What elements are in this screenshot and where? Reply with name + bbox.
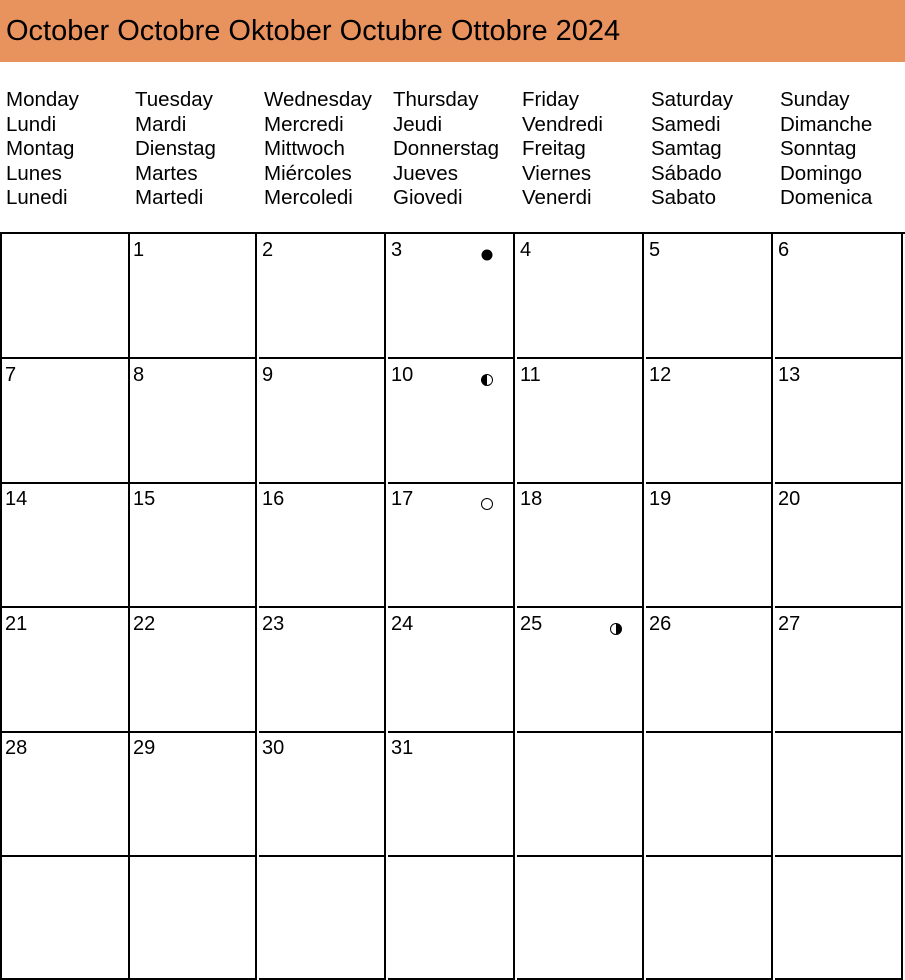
day-cell bbox=[646, 359, 773, 484]
day-cell bbox=[388, 857, 515, 980]
day-cell bbox=[517, 732, 644, 857]
day-cell bbox=[2, 732, 130, 857]
weekday-name: Viernes bbox=[522, 161, 592, 185]
full-moon-icon bbox=[481, 497, 493, 509]
day-cell bbox=[517, 234, 644, 359]
weekday-header bbox=[651, 88, 780, 211]
weekday-name: Freitag bbox=[522, 137, 586, 161]
day-cell bbox=[130, 857, 257, 980]
day-number: 20 bbox=[778, 488, 801, 510]
day-cell bbox=[388, 608, 515, 733]
weekday-name: Lundi bbox=[6, 112, 57, 136]
day-number: 29 bbox=[133, 737, 156, 759]
weekday-name: Mercredi bbox=[264, 112, 344, 136]
last-quarter-moon-icon bbox=[610, 622, 622, 634]
day-number: 6 bbox=[778, 239, 790, 261]
day-number: 2 bbox=[262, 239, 274, 261]
day-cell bbox=[775, 732, 903, 857]
weekday-name: Monday bbox=[6, 88, 79, 111]
day-cell bbox=[775, 359, 903, 484]
weekday-name: Mardi bbox=[135, 112, 187, 136]
weekday-name: Vendredi bbox=[522, 112, 603, 136]
day-number: 8 bbox=[133, 364, 145, 386]
day-number: 14 bbox=[5, 488, 28, 510]
day-cell bbox=[517, 359, 644, 484]
day-cell bbox=[130, 234, 257, 359]
day-cell bbox=[130, 608, 257, 733]
day-number: 23 bbox=[262, 613, 285, 635]
weekday-name: Thursday bbox=[393, 88, 479, 111]
weekday-header bbox=[522, 88, 651, 211]
day-cell bbox=[775, 483, 903, 608]
weekday-header bbox=[135, 88, 264, 211]
day-cell bbox=[2, 234, 130, 359]
day-cell bbox=[259, 234, 386, 359]
day-number: 18 bbox=[520, 488, 543, 510]
day-number: 7 bbox=[5, 364, 17, 386]
weekday-name: Wednesday bbox=[264, 88, 372, 111]
weekday-name: Sábado bbox=[651, 161, 722, 185]
day-number: 1 bbox=[133, 239, 145, 261]
day-number: 21 bbox=[5, 613, 28, 635]
weekday-name: Sunday bbox=[780, 88, 850, 111]
day-cell bbox=[2, 857, 130, 980]
day-number: 28 bbox=[5, 737, 28, 759]
weekday-header bbox=[6, 88, 135, 211]
day-cell bbox=[646, 857, 773, 980]
weekday-name: Martedi bbox=[135, 186, 204, 210]
day-cell bbox=[646, 483, 773, 608]
weekday-name: Giovedi bbox=[393, 186, 463, 210]
weekday-name: Lunes bbox=[6, 161, 62, 185]
day-cell bbox=[2, 608, 130, 733]
day-number: 19 bbox=[649, 488, 672, 510]
calendar-grid bbox=[0, 232, 905, 980]
day-number: 16 bbox=[262, 488, 285, 510]
weekday-name: Montag bbox=[6, 137, 75, 161]
weekday-name: Dienstag bbox=[135, 137, 216, 161]
weekday-name: Domenica bbox=[780, 186, 873, 210]
day-cell bbox=[259, 732, 386, 857]
day-number: 26 bbox=[649, 613, 672, 635]
day-number: 22 bbox=[133, 613, 156, 635]
weekday-name: Mittwoch bbox=[264, 137, 345, 161]
day-number: 25 bbox=[520, 613, 543, 635]
day-number: 12 bbox=[649, 364, 672, 386]
day-cell bbox=[130, 483, 257, 608]
first-quarter-moon-icon bbox=[481, 373, 493, 385]
day-cell bbox=[646, 732, 773, 857]
day-cell bbox=[259, 857, 386, 980]
day-cell bbox=[646, 234, 773, 359]
day-cell bbox=[388, 483, 515, 608]
weekday-name: Samedi bbox=[651, 112, 721, 136]
day-number: 4 bbox=[520, 239, 532, 261]
day-number: 31 bbox=[391, 737, 414, 759]
weekday-header bbox=[780, 88, 905, 211]
day-cell bbox=[517, 483, 644, 608]
title-bar bbox=[0, 0, 905, 62]
weekday-name: Domingo bbox=[780, 161, 863, 185]
weekday-name: Venerdi bbox=[522, 186, 592, 210]
day-cell bbox=[775, 234, 903, 359]
day-cell bbox=[2, 359, 130, 484]
weekday-name: Sonntag bbox=[780, 137, 857, 161]
weekday-name: Donnerstag bbox=[393, 137, 499, 161]
day-number: 5 bbox=[649, 239, 661, 261]
weekday-name: Dimanche bbox=[780, 112, 873, 136]
calendar-title: October Octobre Oktober Octubre Ottobre 2024 bbox=[6, 15, 621, 47]
weekday-name: Friday bbox=[522, 88, 579, 111]
weekday-name: Samtag bbox=[651, 137, 722, 161]
day-cell bbox=[259, 483, 386, 608]
day-number: 15 bbox=[133, 488, 156, 510]
day-number: 9 bbox=[262, 364, 274, 386]
day-cell bbox=[130, 359, 257, 484]
day-cell bbox=[775, 608, 903, 733]
day-cell bbox=[775, 857, 903, 980]
day-cell bbox=[517, 608, 644, 733]
day-number: 3 bbox=[391, 239, 403, 261]
day-number: 13 bbox=[778, 364, 801, 386]
weekday-name: Sabato bbox=[651, 186, 716, 210]
weekday-name: Martes bbox=[135, 161, 198, 185]
day-cell bbox=[388, 732, 515, 857]
weekday-header bbox=[264, 88, 393, 211]
weekday-name: Miércoles bbox=[264, 161, 352, 185]
day-cell bbox=[388, 234, 515, 359]
day-cell bbox=[259, 359, 386, 484]
day-cell bbox=[517, 857, 644, 980]
new-moon-icon bbox=[481, 248, 493, 260]
weekday-name: Jeudi bbox=[393, 112, 443, 136]
weekday-name: Saturday bbox=[651, 88, 734, 111]
weekday-header bbox=[393, 88, 522, 211]
day-cell bbox=[2, 483, 130, 608]
day-number: 30 bbox=[262, 737, 285, 759]
day-cell bbox=[388, 359, 515, 484]
weekday-name: Lunedi bbox=[6, 186, 68, 210]
weekday-name: Mercoledi bbox=[264, 186, 353, 210]
day-cell bbox=[646, 608, 773, 733]
day-cell bbox=[259, 608, 386, 733]
day-number: 11 bbox=[520, 364, 541, 386]
weekday-name: Jueves bbox=[393, 161, 458, 185]
day-number: 27 bbox=[778, 613, 801, 635]
day-cell bbox=[130, 732, 257, 857]
day-number: 10 bbox=[391, 364, 414, 386]
day-number: 17 bbox=[391, 488, 414, 510]
weekday-name: Tuesday bbox=[135, 88, 213, 111]
day-number: 24 bbox=[391, 613, 414, 635]
